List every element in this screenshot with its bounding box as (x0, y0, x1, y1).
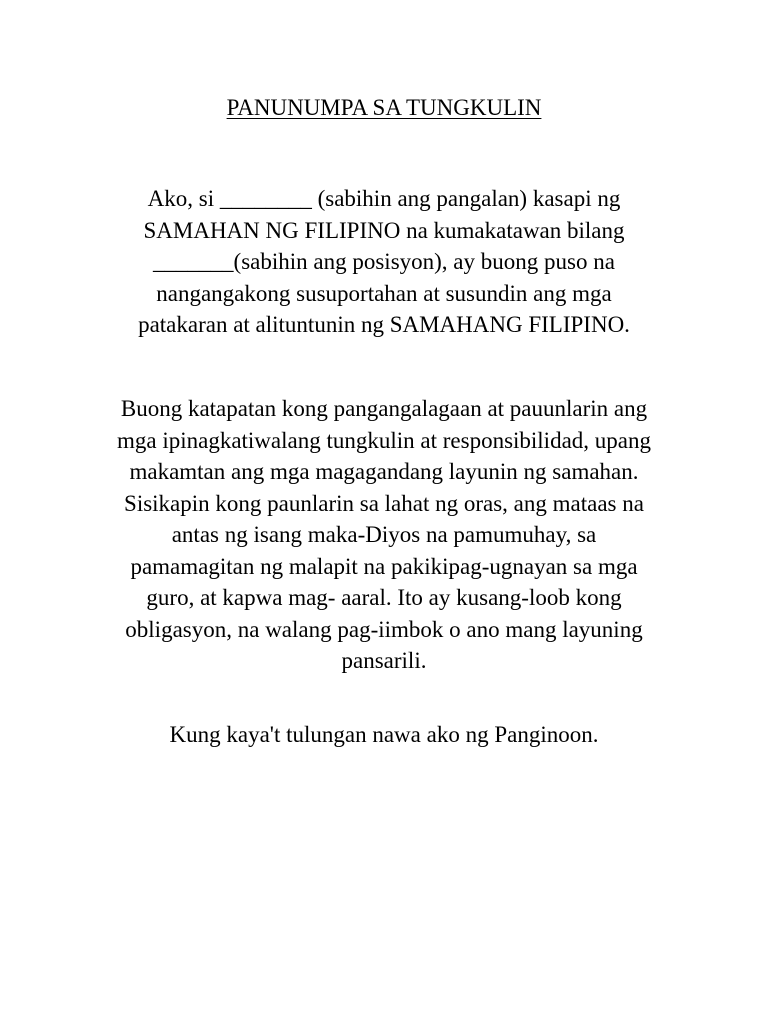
oath-paragraph-1 (84, 183, 684, 341)
paragraph-line: pansarili. (341, 648, 427, 673)
paragraph-line: _______(sabihin ang posisyon), ay buong puso na (153, 249, 615, 274)
paragraph-line: pamamagitan ng malapit na pakikipag-ugnayan sa mga (130, 553, 638, 579)
document-title: PANUNUMPA SA TUNGKULIN (226, 95, 542, 120)
paragraph-line: Kung kaya't tulungan nawa ako ng Panginoon. (169, 722, 599, 747)
paragraph-line: patakaran at alituntunin ng SAMAHANG FILIPINO. (138, 312, 630, 337)
oath-paragraph-2 (84, 393, 684, 677)
paragraph-line: Sisikapin kong paunlarin sa lahat ng oras, ang mataas na (124, 490, 644, 516)
paragraph-line: obligasyon, na walang pag-iimbok o ano mang layuning (125, 616, 643, 642)
closing-line (84, 719, 684, 751)
paragraph-line: Ako, si ________ (sabihin ang pangalan) kasapi ng (147, 186, 621, 211)
paragraph-line: mga ipinagkatiwalang tungkulin at responsibilidad, upang (116, 427, 651, 453)
paragraph-line: SAMAHAN NG FILIPINO na kumakatawan bilang (143, 217, 625, 243)
paragraph-line: guro, at kapwa mag- aaral. Ito ay kusang-loob kong (146, 585, 622, 610)
paragraph-line: Buong katapatan kong pangangalagaan at pauunlarin ang (120, 396, 648, 421)
paragraph-line: nangangakong susuportahan at susundin ang mga (156, 280, 612, 306)
paragraph-line: makamtan ang mga magagandang layunin ng samahan. (129, 459, 639, 484)
paragraph-line: antas ng isang maka-Diyos na pamumuhay, sa (171, 522, 597, 547)
